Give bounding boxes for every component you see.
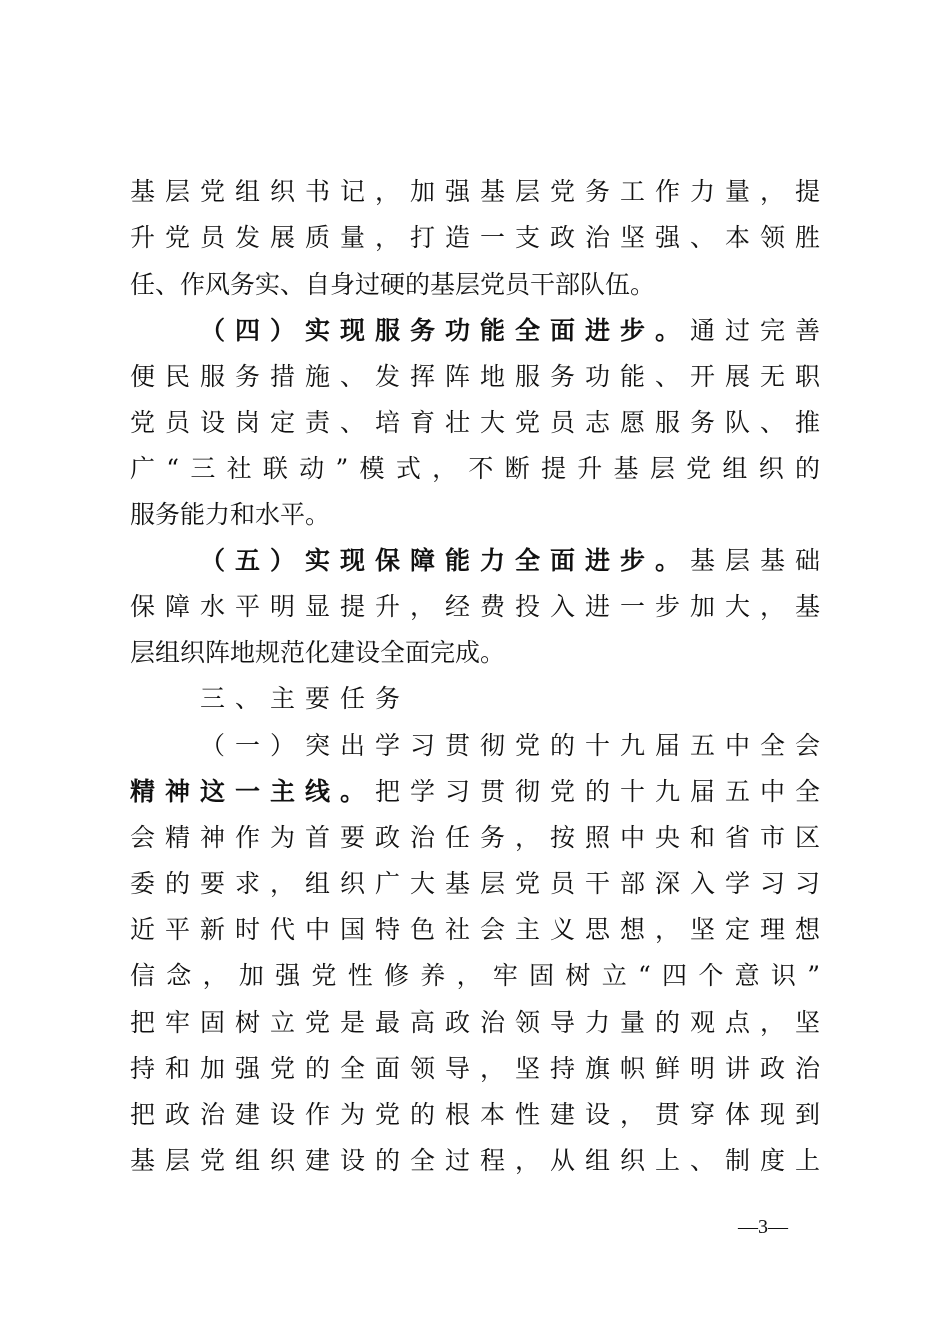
text-line: 便民服务措施、发挥阵地服务功能、开展无职 — [130, 362, 820, 391]
text-line: 保障水平明显提升，经费投入进一步加大，基 — [130, 592, 820, 621]
page-number: —3— — [738, 1216, 788, 1238]
text-line: 把政治建设作为党的根本性建设，贯穿体现到 — [130, 1100, 820, 1129]
section-title-bold: 精神这一主线。 — [130, 777, 375, 806]
text-span: 把学习贯彻党的十九届五中全 — [375, 777, 820, 806]
text-line: 层组织阵地规范化建设全面完成。 — [130, 638, 506, 667]
text-line: 党员设岗定责、培育壮大党员志愿服务队、推 — [130, 408, 820, 437]
paragraph-first-line — [200, 308, 820, 354]
text-line: 持和加强党的全面领导，坚持旗帜鲜明讲政治 — [130, 1054, 820, 1083]
section-title-bold: （五）实现保障能力全面进步。 — [200, 546, 690, 575]
section-heading: 三、主要任务 — [200, 684, 411, 713]
text-line: 基层党组织建设的全过程，从组织上、制度上 — [130, 1146, 820, 1175]
text-line: 信念，加强党性修养，牢固树立“四个意识” — [130, 961, 820, 990]
paragraph-first-line — [200, 538, 820, 584]
text-span: 通过完善 — [689, 316, 820, 345]
text-span: 基层基础 — [689, 546, 820, 575]
text-line: 广“三社联动”模式，不断提升基层党组织的 — [130, 454, 820, 483]
text-line: 委的要求，组织广大基层党员干部深入学习习 — [130, 869, 820, 898]
text-line: 基层党组织书记，加强基层党务工作力量，提 — [130, 177, 820, 206]
text-line: 任、作风务实、自身过硬的基层党员干部队伍。 — [130, 270, 656, 299]
text-line: 近平新时代中国特色社会主义思想，坚定理想 — [130, 915, 820, 944]
section-title-bold: （四）实现服务功能全面进步。 — [200, 316, 690, 345]
paragraph-line — [130, 769, 820, 815]
section-title-bold: （一）突出学习贯彻党的十九届五中全会 — [200, 731, 820, 760]
text-line: 升党员发展质量，打造一支政治坚强、本领胜 — [130, 223, 820, 252]
text-line: 服务能力和水平。 — [130, 500, 331, 529]
text-line: 会精神作为首要政治任务，按照中央和省市区 — [130, 823, 820, 852]
text-line: 把牢固树立党是最高政治领导力量的观点，坚 — [130, 1008, 820, 1037]
